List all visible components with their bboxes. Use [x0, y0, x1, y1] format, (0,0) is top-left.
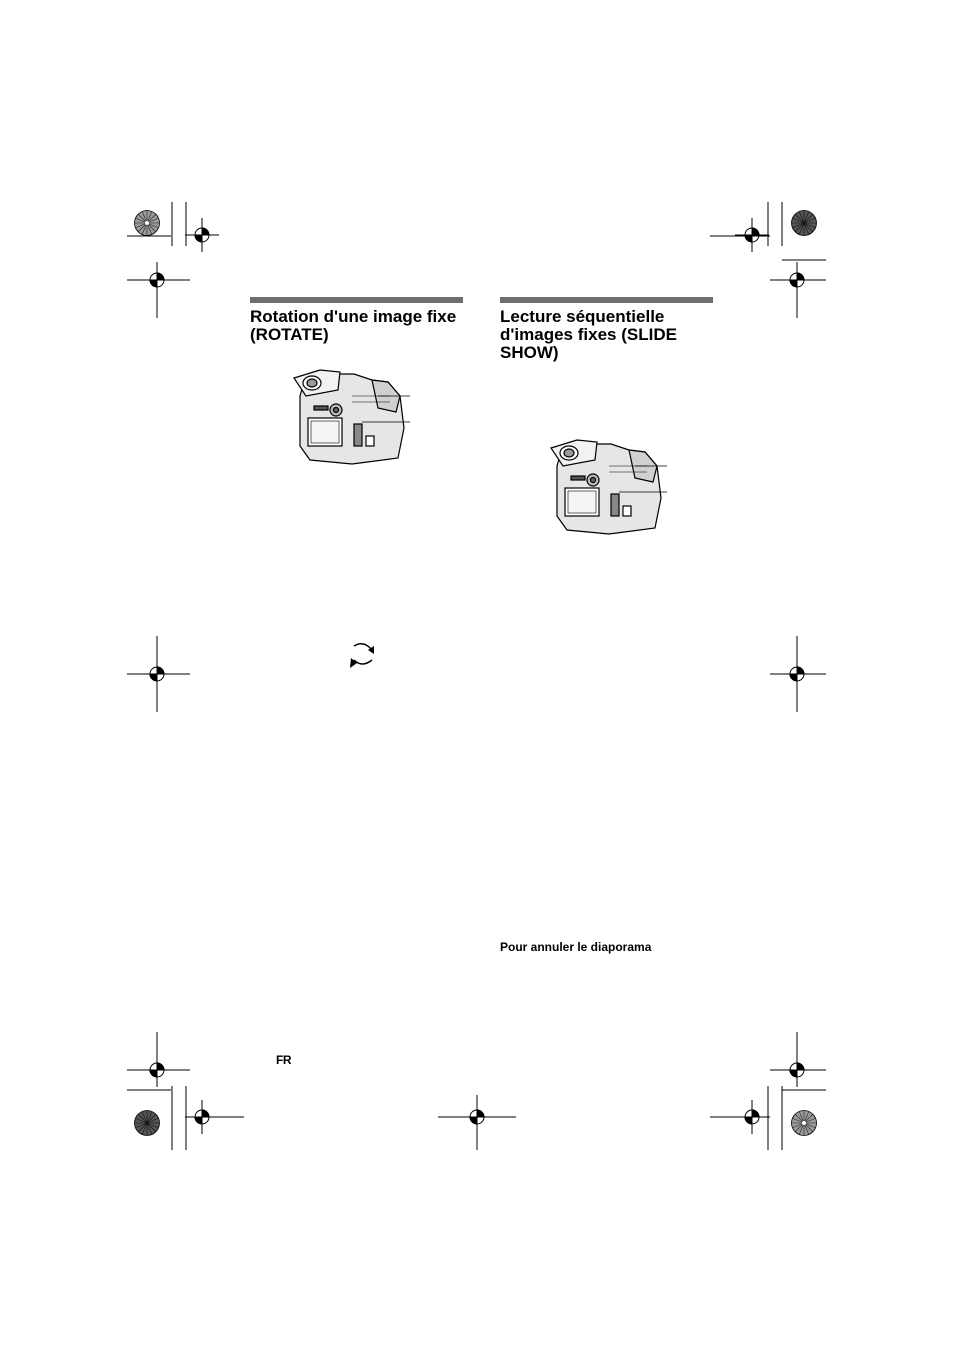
starburst-icon: [134, 1110, 160, 1136]
right-section-title: Lecture séquentielle d'images fixes (SLIDE SHOW): [500, 307, 677, 362]
starburst-icon: [791, 210, 817, 236]
left-section-title: Rotation d'une image fixe (ROTATE): [250, 307, 457, 344]
starburst-icon: [791, 1110, 817, 1136]
cancel-slideshow-heading: Pour annuler le diaporama: [500, 940, 652, 954]
starburst-icon: [134, 210, 160, 236]
language-tag: FR: [276, 1053, 291, 1067]
